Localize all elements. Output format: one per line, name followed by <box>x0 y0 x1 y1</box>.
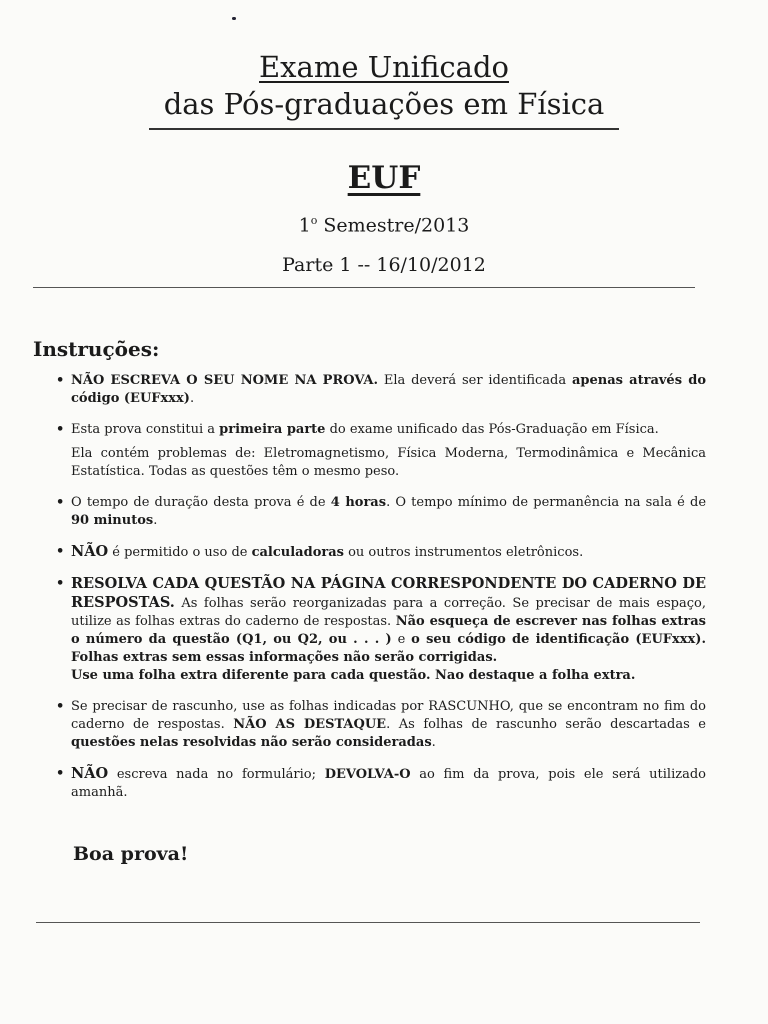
instruction-emph: NÃO ESCREVA O SEU NOME NA PROVA. <box>71 373 379 388</box>
title-underline <box>149 128 619 130</box>
bullet-icon: • <box>56 495 65 510</box>
instruction-emph: Não esqueça de escrever nas folhas extras o número da questão (Q1, ou Q2, ou . . . ) <box>71 614 706 647</box>
instruction-emph: calculadoras <box>251 545 344 560</box>
instruction-emph: primeira parte <box>219 422 326 437</box>
ink-speck <box>232 17 236 20</box>
instruction-text: Esta prova constitui a <box>71 422 220 437</box>
instruction-text: As folhas serão reorganizadas para a correção. Se precisar de mais espaço, utilize as folhas extras do caderno de respostas. <box>71 596 706 629</box>
instruction-text: . As folhas de rascunho serão descartadas e <box>386 717 706 732</box>
instruction-text: é permitido o uso de <box>108 545 252 560</box>
instruction-text: Ela deverá ser identificada <box>378 373 572 388</box>
instruction-text: . <box>189 391 195 406</box>
instruction-item <box>56 543 706 562</box>
instruction-item <box>56 765 706 802</box>
instruction-text: . <box>431 735 436 750</box>
title-line-2: das Pós-graduações em Física <box>163 87 605 121</box>
instruction-text: e <box>391 632 412 647</box>
semester-text: Semestre/2013 <box>317 214 470 237</box>
instruction-item <box>56 494 706 530</box>
title-line-1: Exame Unificado <box>259 50 509 84</box>
exam-acronym: EUF <box>347 160 421 196</box>
instructions-list <box>56 372 706 815</box>
instruction-text: do exame unificado das Pós-Graduação em Física. <box>325 422 659 437</box>
part-date: Parte 1 -- 16/10/2012 <box>282 254 486 277</box>
bottom-divider <box>36 922 700 923</box>
semester <box>0 214 768 236</box>
bullet-icon: • <box>56 699 65 714</box>
instructions-title: Instruções: <box>33 337 160 361</box>
instruction-emph: NÃO AS DESTAQUE <box>233 717 387 732</box>
instruction-emph: RESOLVA CADA QUESTÃO NA PÁGINA CORRESPONDENTE DO CADERNO DE RESPOSTAS. <box>71 575 706 611</box>
instruction-text: ou outros instrumentos eletrônicos. <box>343 545 584 560</box>
instruction-text: . O tempo mínimo de permanência na sala é de <box>386 495 707 510</box>
instruction-emph: apenas através do código (EUFxxx) <box>71 373 707 406</box>
header <box>0 50 768 276</box>
bullet-icon: • <box>56 576 65 591</box>
instruction-emph: o seu código de identificação (EUFxxx). Folhas extras sem essas informações não serão corrigidas. <box>71 632 706 665</box>
semester-number: 1 <box>298 214 311 237</box>
instruction-text: ao fim da prova, pois ele será utilizado amanhã. <box>71 767 706 800</box>
instruction-text: escreva nada no formulário; <box>108 767 325 782</box>
instruction-emph: DEVOLVA-O <box>324 767 411 782</box>
instruction-subtext: Ela contém problemas de: Eletromagnetismo, Física Moderna, Termodinâmica e Mecânica Estatística. Todas as questões têm o mesmo peso. <box>71 446 706 479</box>
instruction-item <box>56 698 706 752</box>
instruction-emph: NÃO <box>71 765 109 782</box>
top-divider <box>33 287 695 288</box>
instruction-emph: 90 minutos <box>71 513 154 528</box>
instruction-emph: questões nelas resolvidas não serão consideradas <box>71 735 432 750</box>
instruction-text: O tempo de duração desta prova é de <box>71 495 331 510</box>
instruction-emph: 4 horas <box>330 495 387 510</box>
instruction-emph: Use uma folha extra diferente para cada questão. Nao destaque a folha extra. <box>71 668 636 683</box>
instruction-text: . <box>153 513 158 528</box>
instruction-item <box>56 575 706 685</box>
semester-ordinal: o <box>310 214 318 227</box>
instruction-emph: NÃO <box>71 543 109 560</box>
instruction-text: Se precisar de rascunho, use as folhas indicadas por RASCUNHO, que se encontram no fim do caderno de respostas. <box>71 699 706 732</box>
instruction-item <box>56 372 706 408</box>
closing-message: Boa prova! <box>73 843 189 865</box>
bullet-icon: • <box>56 766 65 781</box>
bullet-icon: • <box>56 373 65 388</box>
instruction-item <box>56 421 706 481</box>
bullet-icon: • <box>56 544 65 559</box>
bullet-icon: • <box>56 422 65 437</box>
